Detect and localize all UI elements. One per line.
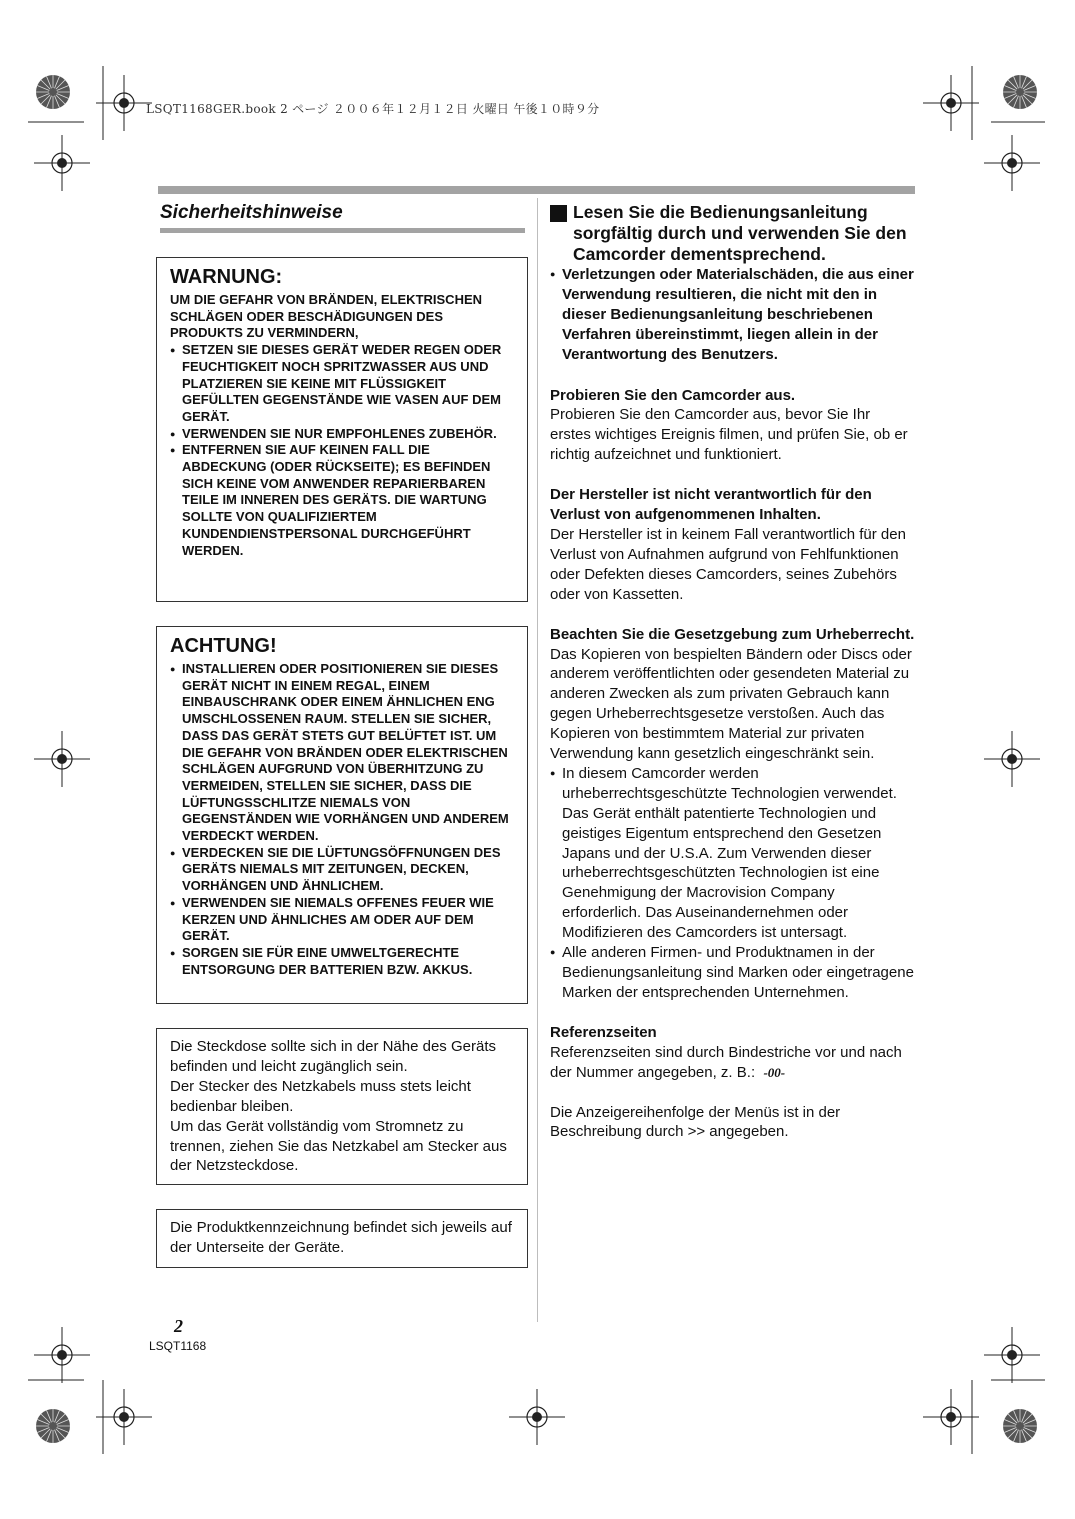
reference-text-body: Referenzseiten sind durch Bindestriche vor und nach der Nummer angegeben, z. B.: xyxy=(550,1043,902,1081)
list-item: ● Verletzungen oder Materialschäden, die aus einer Verwendung resultieren, die nicht mit den in dieser Bedienungsanleitung beschriebenen Verfahren übereinstimmt, liegen allein in der Verantwortung des Benutzers. xyxy=(550,265,915,365)
copyright-text: Das Kopieren von bespielten Bändern oder Discs oder anderem veröffentlichten oder gesendeten Material zu anderen Zwecken als zum privaten Gebrauch kann gegen Urheberrechtsgesetze verstoßen. Auch das Kopieren von bestimmtem Material zur privaten Verwendung kann gesetzlich eingeschränkt sein. xyxy=(550,645,912,763)
caution-title: ACHTUNG! xyxy=(170,635,277,657)
caution-box xyxy=(156,626,528,1004)
column-divider xyxy=(537,198,538,1322)
manual-heading xyxy=(550,202,915,265)
reference-text xyxy=(550,1043,915,1083)
label-note-box xyxy=(156,1209,528,1268)
manual-heading-text: Lesen Sie die Bedienungsanleitung sorgfältig durch und verwenden Sie den Camcorder dementsprechend. xyxy=(573,202,907,264)
document-code: LSQT1168 xyxy=(149,1339,207,1353)
liability-heading: Der Hersteller ist nicht verantwortlich für den Verlust von aufgenommenen Inhalten. xyxy=(550,486,872,524)
square-bullet-icon xyxy=(550,205,567,222)
socket-note-line: Die Steckdose sollte sich in der Nähe des Geräts befinden und leicht zugänglich sein. xyxy=(170,1038,496,1075)
reference-sample: -00- xyxy=(763,1064,786,1080)
list-item: ● In diesem Camcorder werden urheberrechtsgeschützte Technologien verwendet. Das Gerät enthält patentierte Technologien und geistiges Eigentum entsprechend den Gesetzen Japans und der U.S.A. Zum Verwenden dieser urheberrechtsgeschützten Technologien ist eine Genehmigung der Macrovision Company erforderlich. Das Auseinandernehmen oder Modifizieren des Camcorders ist untersagt. xyxy=(550,764,915,943)
socket-note-line: Um das Gerät vollständig vom Stromnetz zu trennen, ziehen Sie das Netzkabel am Stecker aus der Netzsteckdose. xyxy=(170,1117,507,1175)
liability-section xyxy=(550,485,915,604)
right-column xyxy=(550,202,915,1142)
list-item: ● Alle anderen Firmen- und Produktnamen in der Bedienungsanleitung sind Marken oder eingetragene Marken der entsprechenden Unternehmen. xyxy=(550,943,915,1003)
page-number: 2 xyxy=(174,1316,183,1336)
manual-list xyxy=(550,265,915,365)
socket-note-box xyxy=(156,1028,528,1185)
list-item: ● SETZEN SIE DIESES GERÄT WEDER REGEN ODER FEUCHTIGKEIT NOCH SPRITZWASSER AUS UND PLATZIEREN SIE KEINE MIT FLÜSSIGKEIT GEFÜLLTEN GEGENSTÄNDE WIE VASEN AUF DEM GERÄT. xyxy=(170,342,517,426)
list-item: ● VERWENDEN SIE NUR EMPFOHLENES ZUBEHÖR. xyxy=(170,426,517,443)
print-header: LSQT1168GER.book 2 ページ ２００６年１２月１２日 火曜日 午後１０時９分 xyxy=(146,102,600,116)
label-note: Die Produktkennzeichnung befindet sich jeweils auf der Unterseite der Geräte. xyxy=(170,1219,512,1256)
copyright-heading: Beachten Sie die Gesetzgebung zum Urheberrecht. xyxy=(550,625,915,643)
caution-list xyxy=(170,661,517,978)
title-rule xyxy=(160,228,525,233)
try-out-heading: Probieren Sie den Camcorder aus. xyxy=(550,386,796,404)
list-item: ● ENTFERNEN SIE AUF KEINEN FALL DIE ABDECKUNG (ODER RÜCKSEITE); ES BEFINDEN SICH KEINE VOM ANWENDER REPARIERBAREN TEILE IM INNEREN DES GERÄTS. DIE WARTUNG SOLLTE VON QUALIFIZIERTEM KUNDENDIENSTPERSONAL DURCHGEFÜHRT WERDEN. xyxy=(170,442,517,559)
reference-heading: Referenzseiten xyxy=(550,1023,657,1041)
list-item: ● SORGEN SIE FÜR EINE UMWELTGERECHTE ENTSORGUNG DER BATTERIEN BZW. AKKUS. xyxy=(170,945,517,978)
warning-intro: UM DIE GEFAHR VON BRÄNDEN, ELEKTRISCHEN SCHLÄGEN ODER BESCHÄDIGUNGEN DES PRODUKTS ZU VERMINDERN, xyxy=(170,292,483,341)
copyright-section xyxy=(550,625,915,1003)
copyright-list xyxy=(550,764,915,1003)
header-bar xyxy=(158,186,915,194)
liability-text: Der Hersteller ist in keinem Fall verantwortlich für den Verlust von Aufnahmen aufgrund von Fehlfunktionen oder Defekten dieses Camcorders, seines Zubehörs oder von Kassetten. xyxy=(550,525,906,603)
socket-note-line: Der Stecker des Netzkabels muss stets leicht bedienbar bleiben. xyxy=(170,1077,471,1115)
section-title: Sicherheitshinweise xyxy=(160,202,343,223)
warning-title: WARNUNG: xyxy=(170,266,283,288)
list-item: ● VERWENDEN SIE NIEMALS OFFENES FEUER WIE KERZEN UND ÄHNLICHES AM ODER AUF DEM GERÄT. xyxy=(170,895,517,945)
menu-order-text: Die Anzeigereihenfolge der Menüs ist in der Beschreibung durch >> angegeben. xyxy=(550,1103,841,1141)
list-item: ● VERDECKEN SIE DIE LÜFTUNGSÖFFNUNGEN DES GERÄTS NIEMALS MIT ZEITUNGEN, DECKEN, VORHÄNGEN UND ÄHNLICHEM. xyxy=(170,845,517,895)
warning-box xyxy=(156,257,528,602)
list-item: ● INSTALLIEREN ODER POSITIONIEREN SIE DIESES GERÄT NICHT IN EINEM REGAL, EINEM EINBAUSCHRANK ODER EINEM ÄHNLICHEN ENG UMSCHLOSSENEN RAUM. STELLEN SIE SICHER, DASS DAS GERÄT STETS GUT BELÜFTET IST. UM DIE GEFAHR VON BRÄNDEN ODER ELEKTRISCHEN SCHLÄGEN AUFGRUND VON ÜBERHITZUNG ZU VERMEIDEN, STELLEN SIE SICHER, DASS DIE LÜFTUNGSSCHLITZE NIEMALS VON GEGENSTÄNDEN WIE VORHÄNGEN UND ANDEREM VERDECKT WERDEN. xyxy=(170,661,517,845)
warning-list xyxy=(170,342,517,559)
try-out-section xyxy=(550,386,915,466)
reference-section xyxy=(550,1023,915,1143)
try-out-text: Probieren Sie den Camcorder aus, bevor Sie Ihr erstes wichtiges Ereignis filmen, und prüfen Sie, ob er richtig aufzeichnet und funktioniert. xyxy=(550,406,908,464)
